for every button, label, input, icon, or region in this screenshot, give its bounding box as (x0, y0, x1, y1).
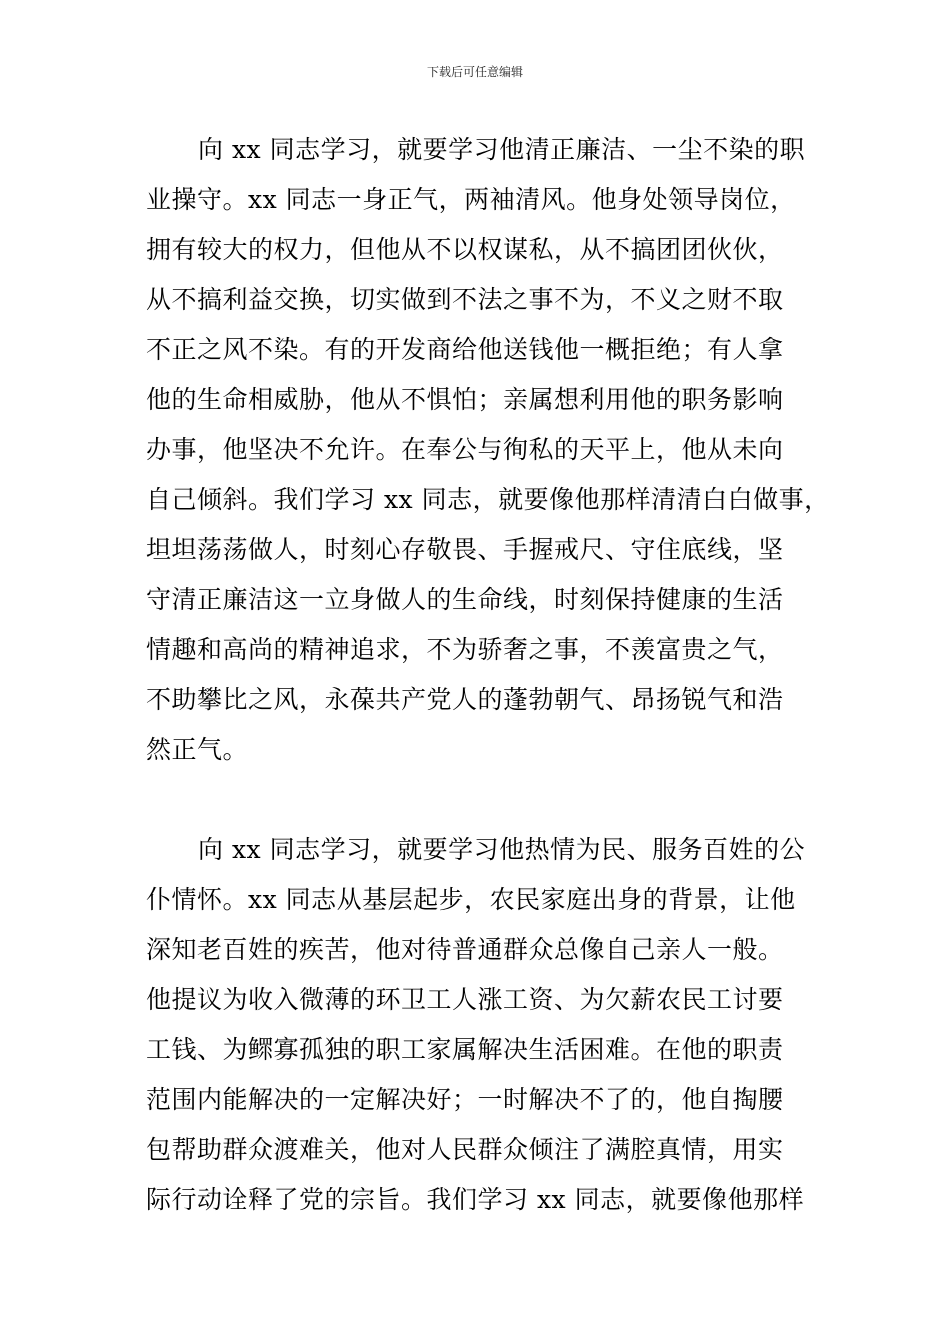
text-line: 仆情怀。xx 同志从基层起步，农民家庭出身的背景，让他 (146, 885, 796, 914)
text-line: 不助攀比之风，永葆共产党人的蓬勃朝气、昂扬锐气和浩 (146, 685, 784, 714)
text-line: 自己倾斜。我们学习 xx 同志，就要像他那样清清白白做事， (146, 485, 830, 514)
text-line: 然正气。 (146, 735, 249, 764)
text-line: 不正之风不染。有的开发商给他送钱他一概拒绝；有人拿 (146, 335, 784, 364)
text-line: 情趣和高尚的精神追求，不为骄奢之事，不羡富贵之气， (146, 635, 784, 664)
text-line: 向 xx 同志学习，就要学习他清正廉洁、一尘不染的职 (198, 135, 806, 164)
document-body (146, 125, 830, 1225)
text-line: 办事，他坚决不允许。在奉公与徇私的天平上，他从未向 (146, 435, 784, 464)
text-line: 际行动诠释了党的宗旨。我们学习 xx 同志，就要像他那样 (146, 1185, 805, 1214)
text-line: 深知老百姓的疾苦，他对待普通群众总像自己亲人一般。 (146, 935, 784, 964)
text-line: 从不搞利益交换，切实做到不法之事不为，不义之财不取 (146, 285, 784, 314)
text-line: 向 xx 同志学习，就要学习他热情为民、服务百姓的公 (198, 835, 806, 864)
text-line: 包帮助群众渡难关，他对人民群众倾注了满腔真情，用实 (146, 1135, 784, 1164)
text-line: 业操守。xx 同志一身正气，两袖清风。他身处领导岗位， (146, 185, 796, 214)
paragraph-2 (146, 825, 826, 1225)
text-line: 工钱、为鳏寡孤独的职工家属解决生活困难。在他的职责 (146, 1035, 784, 1064)
text-line: 坦坦荡荡做人，时刻心存敬畏、手握戒尺、守住底线，坚 (146, 535, 784, 564)
text-line: 范围内能解决的一定解决好；一时解决不了的，他自掏腰 (146, 1085, 784, 1114)
text-line: 守清正廉洁这一立身做人的生命线，时刻保持健康的生活 (146, 585, 784, 614)
page-header: 下载后可任意编辑 (426, 65, 523, 79)
text-line: 他提议为收入微薄的环卫工人涨工资、为欠薪农民工讨要 (146, 985, 784, 1014)
paragraph-1 (146, 125, 830, 775)
text-line: 他的生命相威胁，他从不惧怕；亲属想利用他的职务影响 (146, 385, 784, 414)
text-line: 拥有较大的权力，但他从不以权谋私，从不搞团团伙伙， (146, 235, 784, 264)
